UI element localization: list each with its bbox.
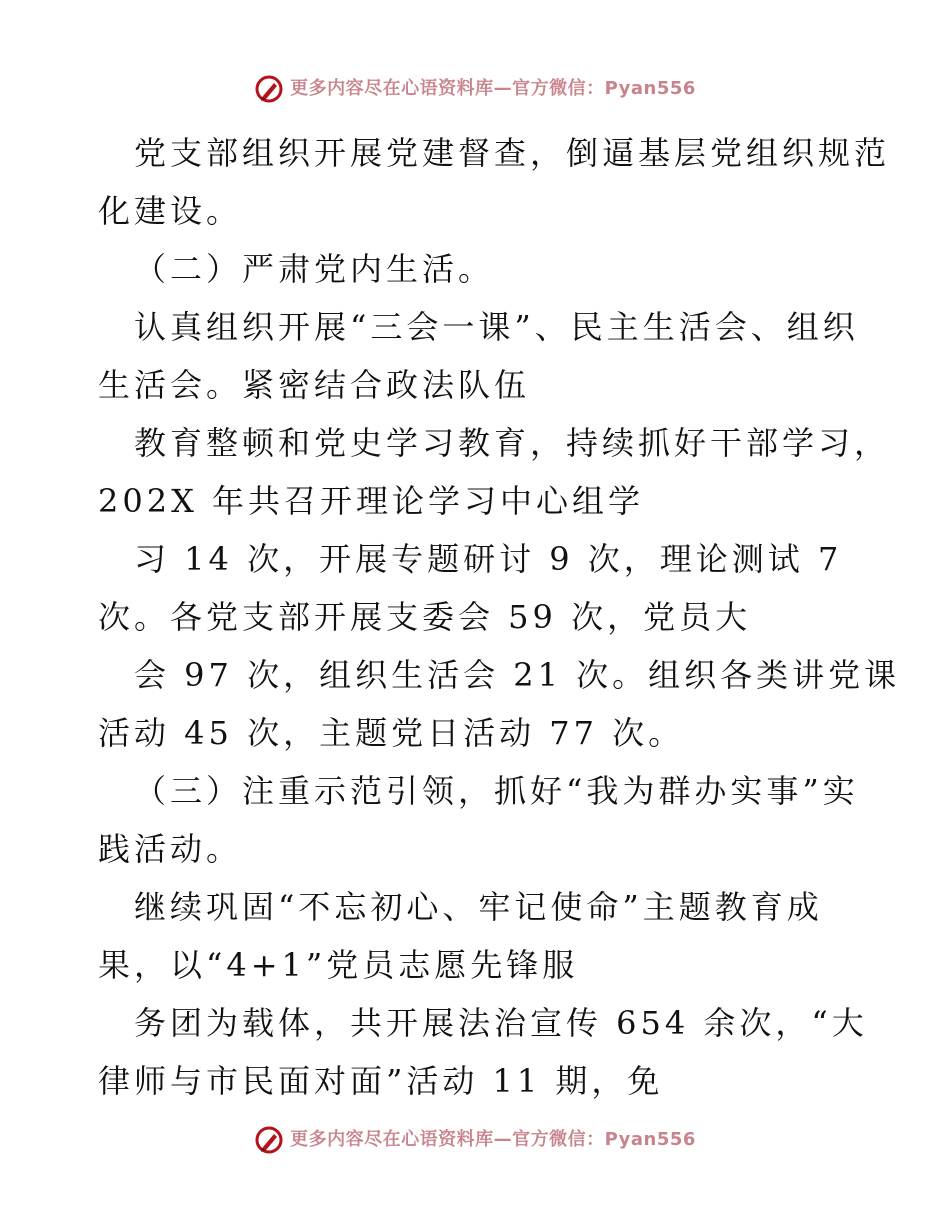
text-line: 认真组织开展“三会一课”、民主生活会、组织 xyxy=(134,308,859,346)
section-heading: （三）注重示范引领，抓好“我为群办实事”实 xyxy=(134,772,859,810)
watermark-text: 更多内容尽在心语资料库—官方微信：Pyan556 xyxy=(290,78,696,99)
text-line: 生活会。紧密结合政法队伍 xyxy=(98,366,531,404)
pen-logo-icon xyxy=(254,1125,284,1155)
text-line: 继续巩固“不忘初心、牢记使命”主题教育成 xyxy=(134,888,823,926)
text-line: 活动 45 次，主题党日活动 77 次。 xyxy=(98,714,685,752)
text-line: 次。各党支部开展支委会 59 次，党员大 xyxy=(98,598,752,636)
text-line: 会 97 次，组织生活会 21 次。组织各类讲党课 xyxy=(134,656,901,694)
text-line: 务团为载体，共开展法治宣传 654 余次，“大 xyxy=(134,1004,868,1042)
pen-logo-icon xyxy=(254,74,284,104)
text-line: 律师与市民面对面”活动 11 期，免 xyxy=(98,1062,664,1100)
text-line: 果，以“4+1”党员志愿先锋服 xyxy=(98,946,579,984)
text-line: 习 14 次，开展专题研讨 9 次，理论测试 7 xyxy=(134,540,843,578)
watermark-footer xyxy=(0,1125,950,1155)
section-heading: （二）严肃党内生活。 xyxy=(134,250,495,288)
text-line: 教育整顿和党史学习教育，持续抓好干部学习， xyxy=(134,424,891,462)
watermark-header xyxy=(0,74,950,104)
document-body xyxy=(98,124,901,1110)
text-line: 党支部组织开展党建督查，倒逼基层党组织规范 xyxy=(134,134,891,172)
text-line: 化建设。 xyxy=(98,192,243,230)
text-line: 202X 年共召开理论学习中心组学 xyxy=(98,482,645,520)
text-line: 践活动。 xyxy=(98,830,243,868)
watermark-text: 更多内容尽在心语资料库—官方微信：Pyan556 xyxy=(290,1129,696,1150)
